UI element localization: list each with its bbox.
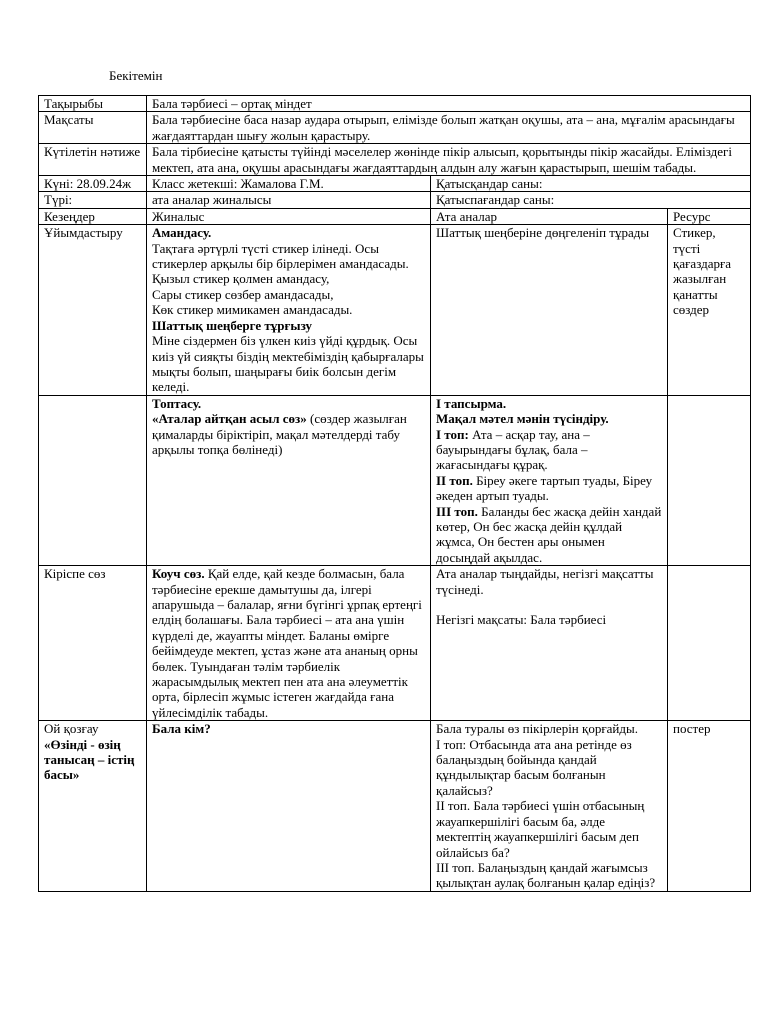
text-line: Міне сіздермен біз үлкен киіз үйді құрдық. Осы киіз үй сияқты біздің мектебіміздің қабырғалары мықты болып, шаңырағы биік болсын дегім келеді. [152,333,424,395]
stage-cell [39,721,147,891]
text-line: ІІІ топ. Балаңыздың қандай жағымсыз қылықтан аулақ болғанын қалар едіңіз? [436,859,656,891]
text-line: Топтасу. [152,395,202,411]
text-line: Бала туралы өз пікірлерін қорғайды. [436,721,638,737]
stage-name: Ой қозғау [44,721,99,737]
expected-row [39,144,751,176]
parents-cell [431,395,668,565]
present-count-cell: Қатысқандар саны: [431,176,751,192]
meeting-cell [147,225,431,395]
text-line: Мақал мәтел мәнін түсіндіру. [436,411,609,427]
text-line: Шаттық шеңберге тұрғызу [152,317,313,333]
meeting-plan-table [38,95,751,892]
text-line: Қызыл стикер қолмен амандасу, [152,271,330,287]
meeting-cell [147,566,431,721]
stage-name: Кіріспе сөз [44,566,106,582]
stage-row [39,566,751,721]
stage-row [39,395,751,565]
stage-cell [39,566,147,721]
text-line: І тапсырма. [436,395,507,411]
text-line [152,411,425,457]
type-row [39,192,751,208]
text-line [152,566,425,720]
date-row [39,176,751,192]
teacher-cell: Класс жетекші: Жамалова Г.М. [147,176,431,192]
stage-row [39,721,751,891]
expected-label: Күтілетін нәтиже [39,144,147,176]
absent-count-cell: Қатыспағандар саны: [431,192,751,208]
goal-row [39,112,751,144]
date-cell: Күні: 28.09.24ж [39,176,147,192]
text-rest: Ата – асқар тау, ана – бауырындағы бұлақ, бала – жағасындағы құрақ. [436,426,590,473]
text-rest: Баланды бес жасқа дейін хандай көтер, Он бес жасқа дейін құлдай жұмса, Он бестен ары онымен досыңдай ақылдас. [436,503,662,565]
text-rest: (сөздер жазылған қималарды біріктіріп, мақал мәтелдерді табу арқылы топқа бөлінеді) [152,411,407,457]
type-label: Түрі: [39,192,147,208]
text-line: Бала кім? [152,721,211,737]
resource-cell: Стикер, түсті қағаздарға жазылған қанатты сөздер [668,225,751,395]
text-rest: Қай елде, қай кезде болмасын, бала тәрбиесіне ерекше дамытушы да, ілгері апарушыда – балалар, яғни бүгінгі ұрпақ ертеңгі елдің болашағы. Бала тәрбиесі – ата ана үшін күрделі де, жауапты міндет. Баланы өмірге бейімдеуде мектеп, ұстаз және ата ананың орны бөлек. Туындаған тәлім тәрбиелік жарасымдылық мектеп пен ата ана әлеуметтік орта, бірлесіп жұмыс істеген жағдайда ғана үйлесімділік табады. [152,566,422,720]
text-line: І топ: Отбасында ата ана ретінде өз балаңыздың бойында қандай құндылықтар басым болғанын қалайсыз? [436,736,632,798]
topic-row [39,96,751,112]
text-line: Шаттық шеңберіне дөңгеленіп тұрады [436,225,650,241]
stage-subtitle: «Өзінді - өзің танысаң – істің басы» [44,736,135,783]
col-header-parents: Ата аналар [431,208,668,224]
meeting-cell [147,721,431,891]
bold-lead: «Аталар айтқан асыл сөз» [152,411,307,427]
stage-cell [39,395,147,565]
parents-cell [431,566,668,721]
blank-line [436,597,662,612]
approval-label: Бекітемін [109,68,163,83]
content-rows [39,225,751,891]
text-line [436,504,662,566]
type-value: ата аналар жиналысы [147,192,431,208]
text-rest: Біреу әкеге тартып туады, Біреу әкеден артып туады. [436,472,653,504]
text-line [436,473,662,504]
text-line: Негізгі мақсаты: Бала тәрбиесі [436,612,607,628]
column-header-row [39,208,751,224]
parents-cell [431,225,668,395]
stage-row [39,225,751,395]
bold-lead: І топ: [436,426,469,442]
bold-lead: ІІІ топ. [436,503,478,519]
goal-label: Мақсаты [39,112,147,144]
text-line: ІІ топ. Бала тәрбиесі үшін отбасының жауапкершілігі басым ба, әлде мектептің жауапкершілігі басым деп ойлайсыз ба? [436,798,645,860]
topic-value: Бала тәрбиесі – ортақ міндет [147,96,751,112]
stage-name: Ұйымдастыру [44,225,123,241]
text-line: Тақтаға әртүрлі түсті стикер ілінеді. Осы стикерлер арқылы бір бірлерімен амандасады. [152,240,409,272]
text-line: Ата аналар тыңдайды, негізгі мақсатты түсінеді. [436,566,654,597]
topic-label: Тақырыбы [39,96,147,112]
col-header-resource: Ресурс [668,208,751,224]
text-line: Сары стикер сөзбер амандасады, [152,286,334,302]
col-header-stages: Кезеңдер [39,208,147,224]
text-line [436,427,662,473]
parents-cell [431,721,668,891]
bold-lead: Коуч сөз. [152,566,205,582]
bold-lead: ІІ топ. [436,472,473,488]
resource-cell [668,566,751,721]
meeting-cell [147,395,431,565]
col-header-meeting: Жиналыс [147,208,431,224]
goal-value: Бала тәрбиесіне баса назар аудара отырып, елімізде болып жатқан оқушы, ата – ана, мұғалім арасындағы жағдаяттардан шығу жолын қарастыру. [147,112,751,144]
expected-value: Бала тірбиесіне қатысты түйінді мәселелер жөнінде пікір алысып, қорытынды пікір жасайды. Еліміздегі мектеп, ата ана, оқушы арасындағы жағдаяттардың алдын алу жағын қарастырып, шешім табады. [147,144,751,176]
stage-cell [39,225,147,395]
resource-cell [668,395,751,565]
resource-cell: постер [668,721,751,891]
text-line: Амандасу. [152,225,212,241]
text-line: Көк стикер мимикамен амандасады. [152,302,353,318]
